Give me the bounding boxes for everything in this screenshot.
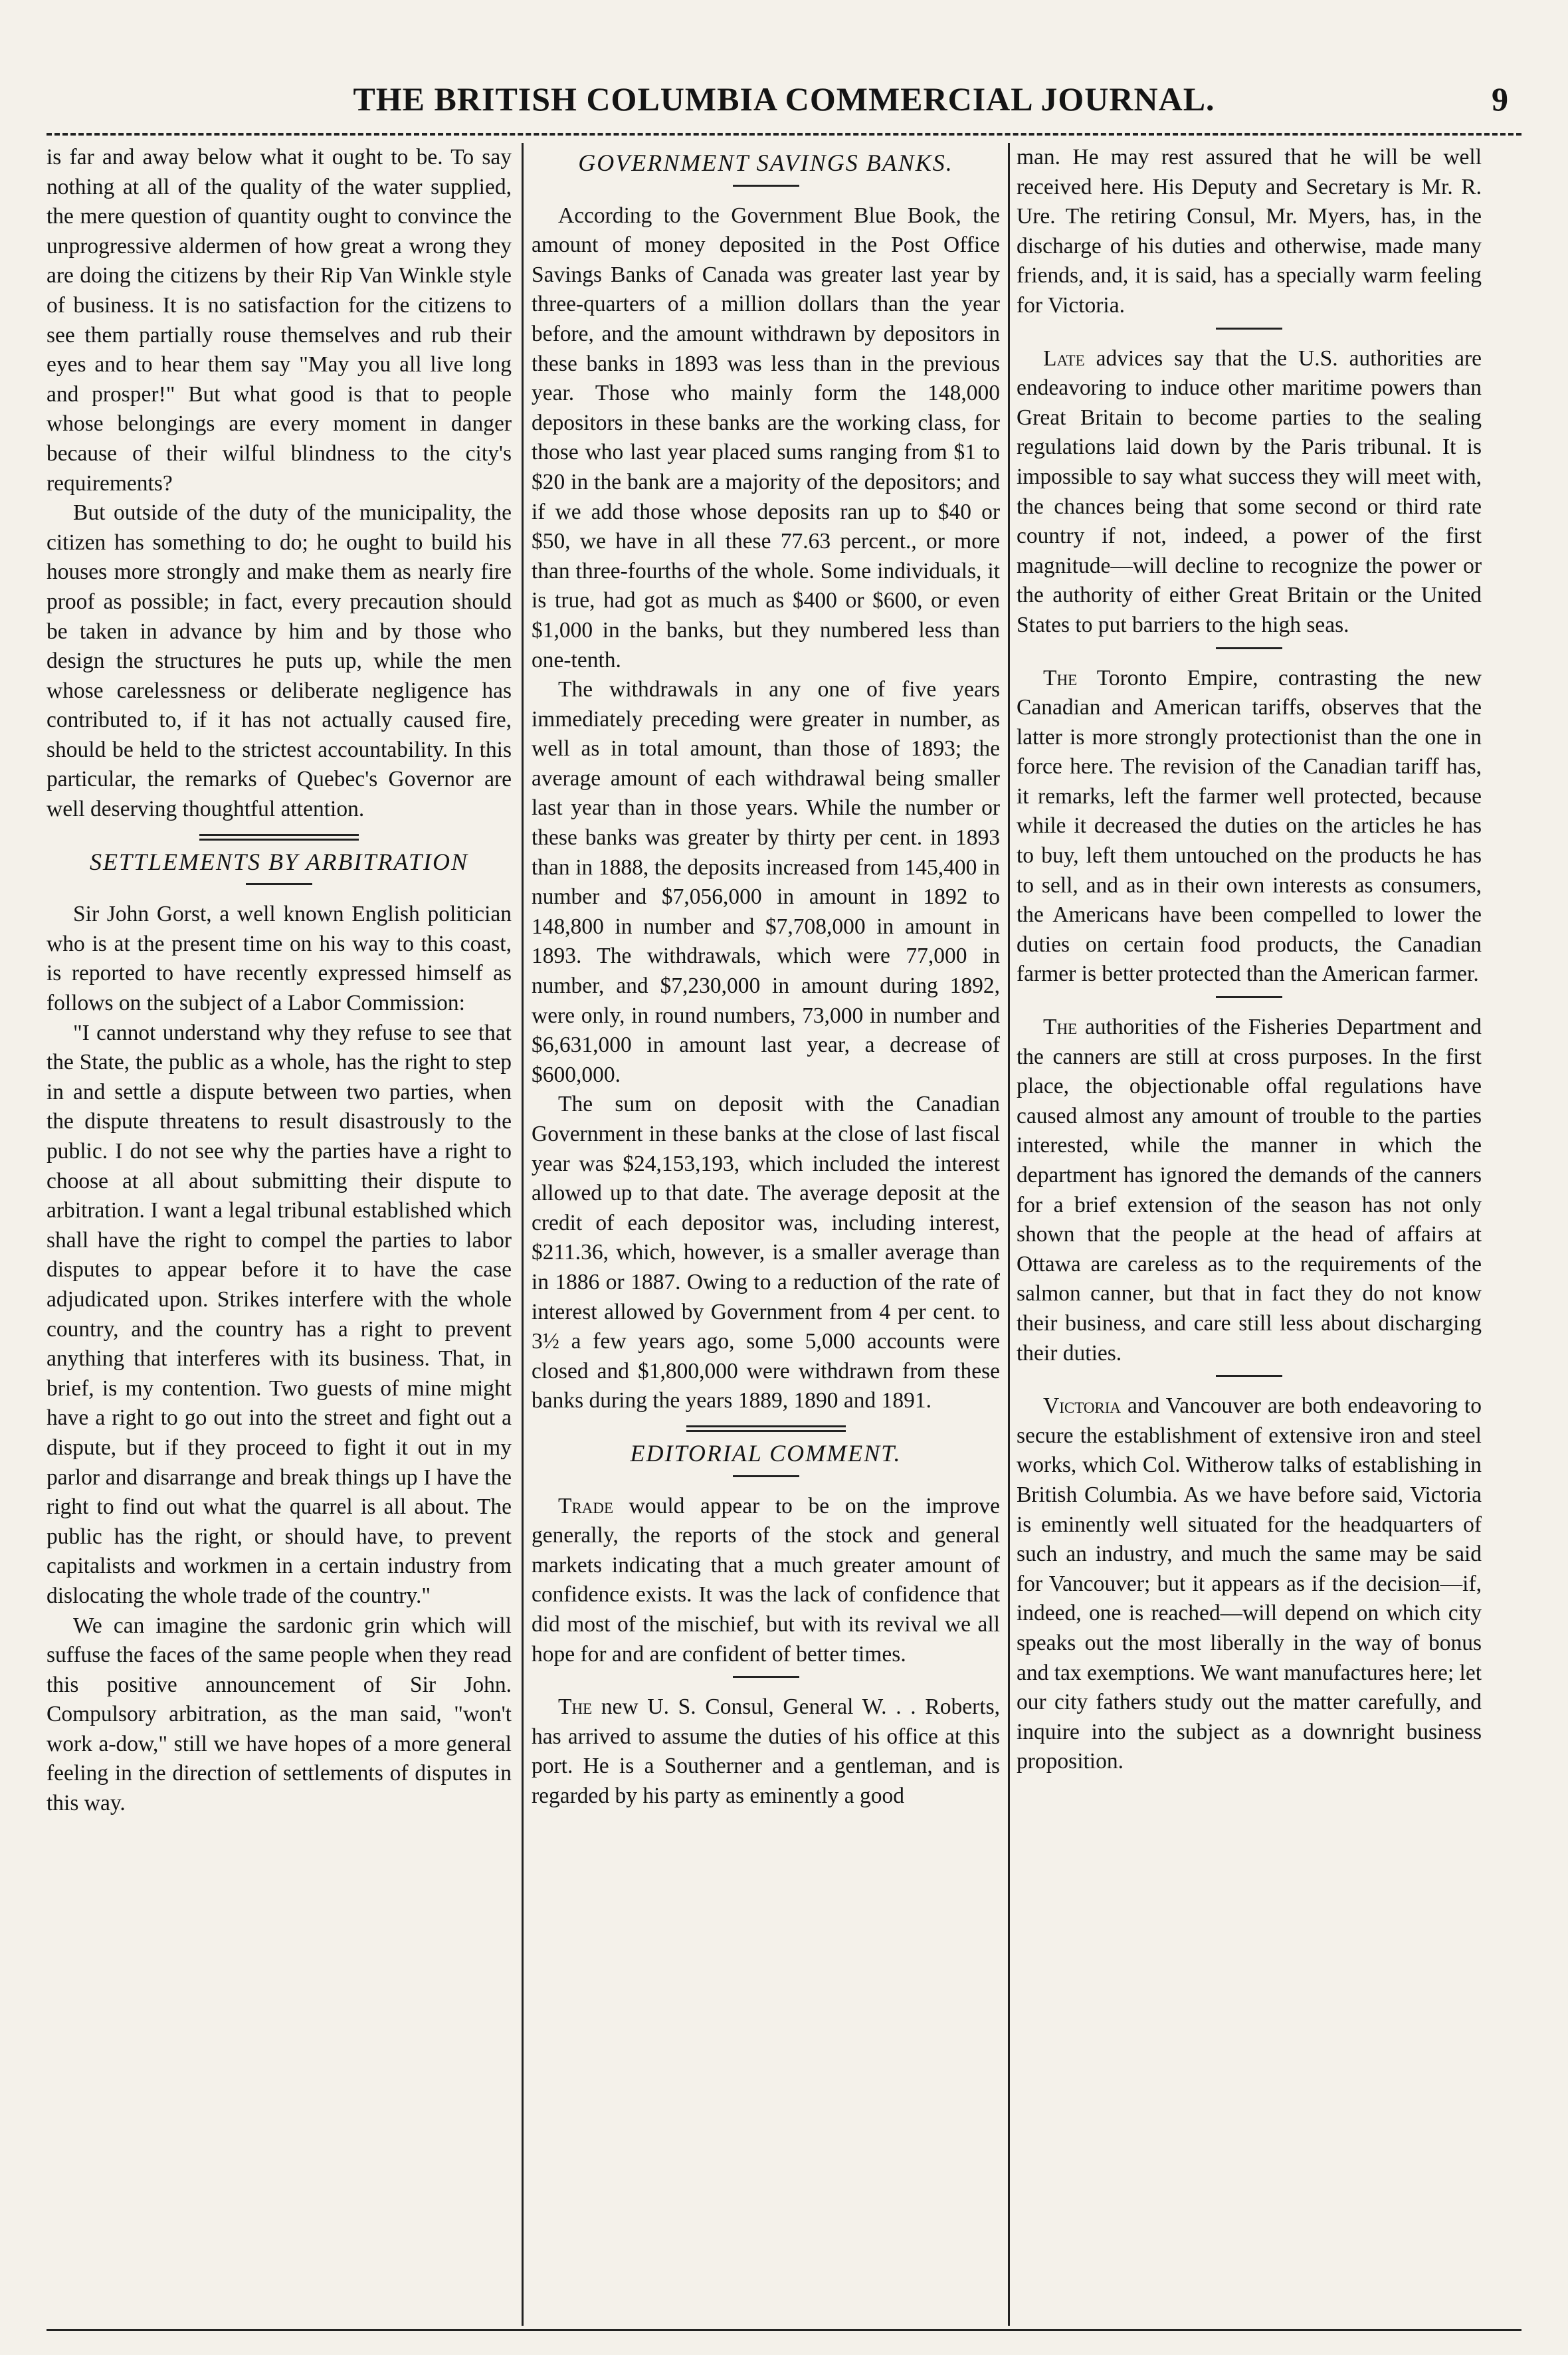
item-rule xyxy=(1216,328,1282,330)
heading-rule xyxy=(246,883,312,885)
paragraph: The withdrawals in any one of five years immediately preceding were greater in number, as well as in total amount, than those of 1893; the average amount of each withdrawal being smaller last year than in those years. While the number or these banks was greater by thirty per cent. in 1893 than in 1888, the deposits increased from 145,400 in number and $7,056,000 in amount in 1892 to 148,800 in number and $7,708,000 in amount in 1893. The withdrawals, which were 77,000 in number, and $7,230,000 in amount during 1892, were only, in round numbers, 73,000 in number and $6,631,000 in amount last year, a decrease of $600,000. xyxy=(532,677,1000,1087)
paragraph xyxy=(1017,1391,1482,1777)
paragraph: man. He may rest assured that he will be well received here. His Deputy and Secretary is Mr. R. Ure. The retiring Consul, Mr. Myers, has, in the discharge of his duties and otherwise, made many friends, and, it is said, has a specially warm feeling for Victoria. xyxy=(1017,145,1482,318)
footer-rule xyxy=(47,2329,1521,2331)
lead-word: Late xyxy=(1043,346,1085,371)
paragraph-text: Toronto Empire, contrasting the new Canadian and American tariffs, observes that the latter is more strongly protectionist than the one in force here. The revision of the Canadian tariff has, it remarks, left the farmer well protected, because while it decreased the duties on the articles he has to buy, left them untouched on the products he has to sell, and as in their own interests as consumers, the Americans have been compelled to lower the duties on certain food products, the Canadian farmer is better protected than the American farmer. xyxy=(1017,665,1482,987)
heading-rule xyxy=(733,185,799,187)
section-heading: SETTLEMENTS BY ARBITRATION xyxy=(89,848,469,875)
paragraph-text: advices say that the U.S. authorities are endeavoring to induce other maritime powers than Great Britain to become parties to the sealing regulations laid down by the Paris tribunal. It is impossible to say what success they will meet with, the chances being that some second or third rate country if not, indeed, a power of the first magnitude—will decline to recognize the power or the authority of either Great Britain or the United States to put barriers to the high seas. xyxy=(1017,346,1482,637)
section-divider xyxy=(686,1425,846,1432)
column-divider xyxy=(1008,143,1010,2326)
section-heading: GOVERNMENT SAVINGS BANKS. xyxy=(578,150,953,176)
item-rule xyxy=(1216,996,1282,998)
column-1 xyxy=(47,143,512,2326)
paragraph: We can imagine the sardonic grin which will suffuse the faces of the same people when they read this positive announcement of Sir John. Compulsory arbitration, as the man said, "won't work a-dow," still we have hopes of a more general feeling in the direction of settlements of disputes in this way. xyxy=(47,1613,512,1816)
lead-word: Victoria xyxy=(1043,1393,1122,1419)
paragraph: "I cannot understand why they refuse to see that the State, the public as a whole, has the right to step in and settle a dispute between two parties, when the dispute threatens to result disastrously to the public. I do not see why the parties have a right to choose at all about submitting their dispute to arbitration. I want a legal tribunal established which shall have the right to compel the parties to labor disputes to appear before it to have the case adjudicated upon. Strikes interfere with the whole country, and the country has a right to prevent anything that interferes with its business. That, in brief, is my contention. Two guests of mine might have a right to go out into the street and fight out a dispute, but if they proceed to fight it out in my parlor and disarrange and break things up I have the right to find out what the quarrel is all about. The public has the right, or should have, to prevent capitalists and workmen in a certain industry from dislocating the whole trade of the country." xyxy=(47,1020,512,1608)
paragraph: According to the Government Blue Book, the amount of money deposited in the Post Office Savings Banks of Canada was greater last year by three-quarters of a million dollars than the year before, and the amount withdrawn by depositors in these banks in 1893 was less than in the previous year. Those who mainly form the 148,000 depositors in these banks are the working class, for those who last year placed sums ranging from $1 to $20 in the bank are a majority of the depositors; and if we add those whose deposits ran up to $40 or $50, we have in all these 77.63 percent., or more than three-fourths of the whole. Some individuals, it is true, had got as much as $400 or $600, or even $1,000 in the banks, but they numbered less than one-tenth. xyxy=(532,203,1000,672)
paragraph: is far and away below what it ought to be. To say nothing at all of the quality of the water supplied, the mere question of quantity ought to convince the unprogressive aldermen of how great a wrong they are doing the citizens by their Rip Van Winkle style of business. It is no satisfaction for the citizens to see them partially rouse themselves and rub their eyes and to hear them say "May you all live long and prosper!" But what good is that to people whose belongings are every moment in danger because of their wilful blindness to the city's requirements? xyxy=(47,145,512,496)
paragraph-text: authorities of the Fisheries Department and the canners are still at cross purposes. In the first place, the objectionable offal regulations have caused almost any amount of trouble to the parties interested, while the manner in which the department has ignored the demands of the canners for a brief extension of the season has not only shown that the people at the head of affairs at Ottawa are careless as to the requirements of the salmon canner, but that in fact they do not know their business, and care still less about discharging their duties. xyxy=(1017,1015,1482,1366)
paragraph: But outside of the duty of the municipality, the citizen has something to do; he ought to build his houses more strongly and make them as nearly fire proof as possible; in fact, every precaution should be taken in advance by him and by those who design the structures he puts up, while the men whose carelessness or deliberate negligence has contributed to, if it has not actually caused fire, should be held to the strictest accountability. In this particular, the remarks of Quebec's Governor are well deserving thoughtful attention. xyxy=(47,500,512,822)
paragraph-text: new U. S. Consul, General W. . . Roberts, has arrived to assume the duties of his office at this port. He is a Southerner and a gentleman, and is regarded by his party as eminently a good xyxy=(532,1694,1000,1808)
page-header xyxy=(47,80,1521,133)
lead-word: Trade xyxy=(558,1493,614,1518)
paragraph: Sir John Gorst, a well known English politician who is at the present time on his way to this coast, is reported to have recently expressed himself as follows on the subject of a Labor Commission: xyxy=(47,902,512,1016)
page-number: 9 xyxy=(1492,80,1508,118)
paragraph xyxy=(1017,344,1482,641)
item-rule xyxy=(733,1676,799,1678)
section-divider xyxy=(199,834,359,841)
column-2 xyxy=(532,143,1000,2326)
journal-title: THE BRITISH COLUMBIA COMMERCIAL JOURNAL. xyxy=(353,80,1215,118)
lead-word: The xyxy=(1043,665,1078,690)
paragraph xyxy=(1017,664,1482,990)
lead-word: The xyxy=(1043,1015,1078,1040)
column-divider xyxy=(522,143,524,2326)
item-rule xyxy=(1216,647,1282,649)
paragraph xyxy=(532,1692,1000,1811)
section-heading: EDITORIAL COMMENT. xyxy=(630,1439,902,1467)
lead-word: The xyxy=(558,1694,593,1720)
paragraph-text: and Vancouver are both endeavoring to secure the establishment of extensive iron and steel works, which Col. Witherow talks of establishing in British Columbia. As we have before said, Victoria is eminently well situated for the headquarters of such an industry, and much the same may be said for Vancouver; but it appears as if the decision—if, indeed, one is reached—will depend on which city speaks out the most liberally in the way of bonus and tax exemptions. We want manufactures here; let our city fathers study out the matter carefully, and inquire into the subject as a downright business proposition. xyxy=(1017,1393,1482,1774)
item-rule xyxy=(1216,1375,1282,1377)
paragraph: The sum on deposit with the Canadian Government in these banks at the close of last fiscal year was $24,153,193, which included the interest allowed up to that date. The average deposit at the credit of each depositor was, including interest, $211.36, which, however, is a smaller average than in 1886 or 1887. Owing to a reduction of the rate of interest allowed by Government from 4 per cent. to 3½ a few years ago, some 5,000 accounts were closed and $1,800,000 were withdrawn from these banks during the years 1889, 1890 and 1891. xyxy=(532,1092,1000,1413)
paragraph xyxy=(532,1492,1000,1670)
paragraph-text: would appear to be on the improve generally, the reports of the stock and general markets indicating that a much greater amount of confidence exists. It was the lack of confidence that did most of the mischief, but with its revival we all hope for and are confident of better times. xyxy=(532,1493,1000,1667)
heading-rule xyxy=(733,1475,799,1477)
paragraph xyxy=(1017,1013,1482,1368)
column-3 xyxy=(1017,143,1482,2326)
header-rule xyxy=(47,133,1521,136)
